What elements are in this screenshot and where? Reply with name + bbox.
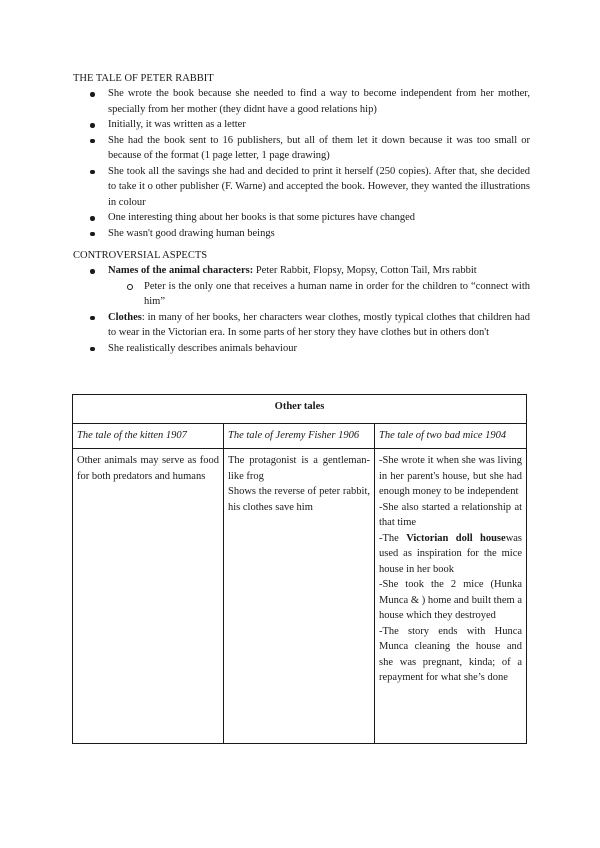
other-tales-table (72, 394, 527, 744)
names-label: Names of the animal characters: (108, 265, 254, 276)
cell-two-bad-mice (375, 449, 527, 744)
section-title-peter-rabbit: THE TALE OF PETER RABBIT (73, 73, 214, 84)
names-text: Peter Rabbit, Flopsy, Mopsy, Cotton Tail, Mrs rabbit (253, 265, 477, 276)
mice-p3-pre: -The (379, 532, 407, 544)
list-item: One interesting thing about her books is that some pictures have changed (73, 210, 530, 226)
column-header-two-bad-mice: The tale of two bad mice 1904 (375, 424, 527, 449)
mice-line: -She wrote it when she was living in her parent's house, but she had enough money to be independent (379, 455, 523, 497)
list-item: She realistically describes animals behaviour (73, 341, 530, 357)
cell-kitten: Other animals may serve as food for both predators and humans (73, 449, 224, 744)
names-sublist (108, 279, 530, 310)
jeremy-line: The protagonist is a gentleman-like frog (228, 455, 370, 482)
clothes-text: : in many of her books, her characters wear clothes, mostly typical clothes that children had to wear in the Victorian era. In some parts of her story they have clothes but in others don't (108, 311, 530, 338)
jeremy-line: Shows the reverse of peter rabbit, his clothes save him (228, 486, 370, 513)
mice-p3-post: was used as inspiration for the mice house in her book (379, 532, 523, 575)
victorian-doll-house-bold: Victorian doll house (406, 532, 506, 544)
column-header-jeremy-fisher: The tale of Jeremy Fisher 1906 (224, 424, 375, 449)
list-item: She wrote the book because she needed to find a way to become independent from her mother, specially from her mother (they didnt have a good relations hip) (73, 86, 530, 117)
list-item: She took all the savings she had and decided to print it herself (250 copies). After that, she decided to take it o other publisher (F. Warne) and accepted the book. However, they wanted the illustrations in colour (73, 164, 530, 211)
list-item: She wasn't good drawing human beings (73, 226, 530, 242)
mice-line: -She also started a relationship at that time (379, 501, 523, 528)
peter-rabbit-bullet-list (73, 86, 530, 241)
list-item-names (73, 263, 530, 310)
cell-jeremy-fisher (224, 449, 375, 744)
table-title: Other tales (73, 395, 527, 424)
mice-line (379, 531, 522, 578)
section-title-controversial: CONTROVERSIAL ASPECTS (73, 250, 208, 261)
mice-line: -The story ends with Hunca Munca cleaning the house and she was pregnant, kinda; of a repayment for what she’s done (379, 625, 523, 683)
mice-line: -She took the 2 mice (Hunka Munca & ) home and built them a house which they destroyed (379, 579, 523, 621)
list-item: She had the book sent to 16 publishers, but all of them let it down because it was too small or because of the format (1 page letter, 1 page drawing) (73, 133, 530, 164)
clothes-label: Clothes (108, 311, 142, 323)
sub-list-item: Peter is the only one that receives a human name in order for the children to “connect with him” (108, 279, 530, 310)
controversial-bullet-list (73, 263, 530, 356)
column-header-kitten: The tale of the kitten 1907 (73, 424, 224, 449)
list-item: Initially, it was written as a letter (73, 117, 530, 133)
list-item-clothes (73, 310, 530, 341)
